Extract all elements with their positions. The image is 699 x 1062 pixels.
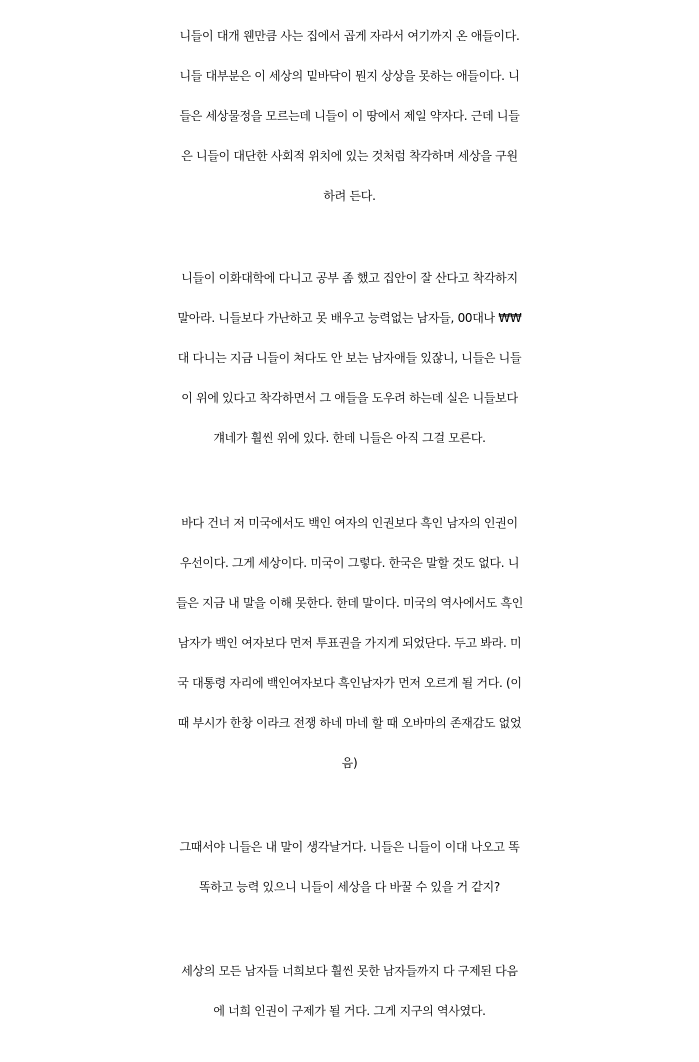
- paragraph-2-line-3: 대 다니는 지금 니들이 쳐다도 안 보는 남자애들 있잖니, 니들은 니들: [177, 351, 522, 365]
- paragraph-1-line-2: 니들 대부분은 이 세상의 밑바닥이 뭔지 상상을 못하는 애들이다. 니: [179, 69, 520, 83]
- paragraph-3-line-3: 들은 지금 내 말을 이해 못한다. 한데 말이다. 미국의 역사에서도 흑인: [175, 596, 524, 610]
- paragraph-3-line-4: 남자가 백인 여자보다 먼저 투표권을 가지게 되었단다. 두고 봐라. 미: [177, 636, 522, 650]
- paragraph-1-line-3: 들은 세상물정을 모르는데 니들이 이 땅에서 제일 약자다. 근데 니들: [179, 109, 520, 123]
- paragraph-4-line-1: 그때서야 니들은 내 말이 생각날거다. 니들은 니들이 이대 나오고 똑: [179, 840, 520, 854]
- paragraph-3-line-5: 국 대통령 자리에 백인여자보다 흑인남자가 먼저 오르게 될 거다. (이: [177, 676, 522, 690]
- paragraph-3-line-1: 바다 건너 저 미국에서도 백인 여자의 인권보다 흑인 남자의 인권이: [181, 516, 518, 530]
- paragraph-2-line-2: 말아라. 니들보다 가난하고 못 배우고 능력없는 남자들, 00대나 ₩₩: [177, 311, 522, 325]
- paragraph-2-line-5: 걔네가 훨씬 위에 있다. 한데 니들은 아직 그걸 모른다.: [213, 431, 486, 445]
- paragraph-5-line-1: 세상의 모든 남자들 너희보다 훨씬 못한 남자들까지 다 구제된 다음: [181, 964, 518, 978]
- paragraph-2-line-4: 이 위에 있다고 착각하면서 그 애들을 도우려 하는데 실은 니들보다: [181, 391, 518, 405]
- paragraph-1-line-1: 니들이 대개 웬만큼 사는 집에서 곱게 자라서 여기까지 온 애들이다.: [179, 29, 520, 43]
- paragraph-3-line-2: 우선이다. 그게 세상이다. 미국이 그렇다. 한국은 말할 것도 없다. 니: [179, 556, 520, 570]
- paragraph-3-line-6: 때 부시가 한창 이라크 전쟁 하네 마네 할 때 오바마의 존재감도 없었: [177, 716, 522, 730]
- paragraph-2-line-1: 니들이 이화대학에 다니고 공부 좀 했고 집안이 잘 산다고 착각하지: [181, 271, 518, 285]
- paragraph-4-line-2: 똑하고 능력 있으니 니들이 세상을 다 바꿀 수 있을 거 같지?: [199, 880, 500, 894]
- paragraph-3-line-7: 음): [341, 756, 358, 770]
- paragraph-1-line-5: 하려 든다.: [323, 189, 376, 203]
- paragraph-5-line-2: 에 너희 인권이 구제가 될 거다. 그게 지구의 역사였다.: [213, 1004, 486, 1018]
- paragraph-1-line-4: 은 니들이 대단한 사회적 위치에 있는 것처럼 착각하며 세상을 구원: [181, 149, 518, 163]
